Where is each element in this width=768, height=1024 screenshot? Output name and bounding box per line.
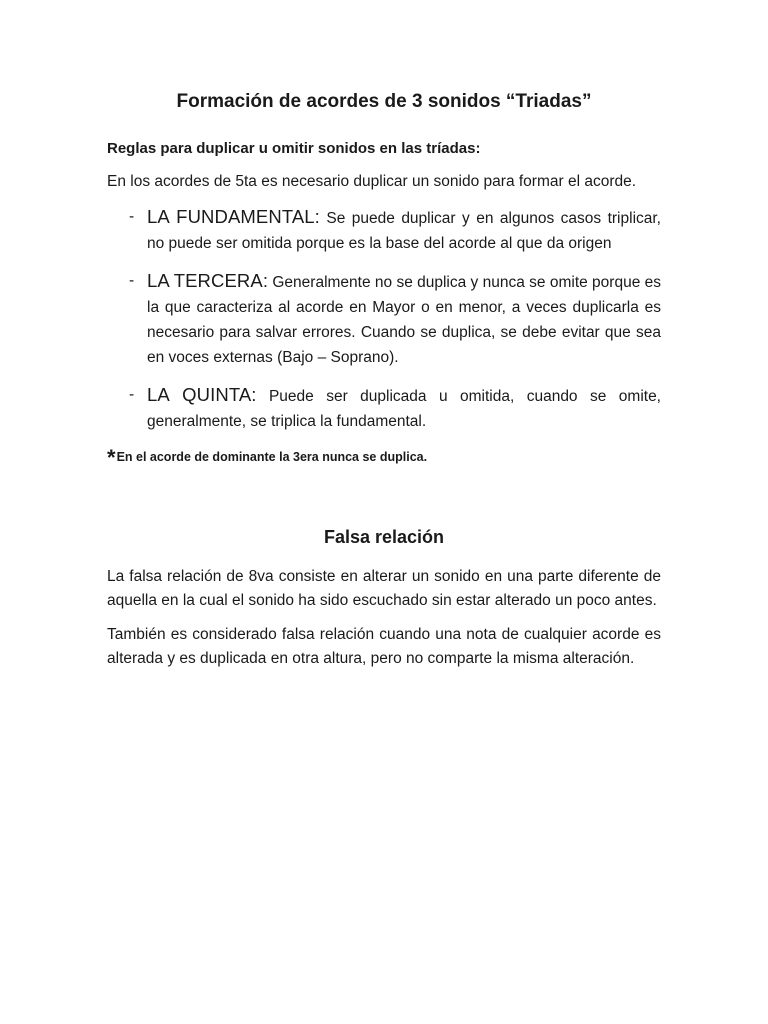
text-quinta: Puede ser duplicada u omitida, cuando se omite, generalmente, se triplica la fundamental. — [147, 388, 661, 430]
text-tercera: Generalmente no se duplica y nunca se omite porque es la que caracteriza al acorde en Mayor o en menor, a veces duplicarla es necesario para salvar errores. Cuando se duplica, se debe evitar que sea en voces externas (Bajo – Soprano). — [147, 274, 661, 366]
list-item-fundamental — [107, 204, 661, 256]
list-dash: - — [129, 208, 135, 225]
rules-list — [107, 204, 661, 434]
section-paragraph-1: La falsa relación de 8va consiste en alterar un sonido en una parte diferente de aquella en la cual el sonido ha sido escuchado sin estar alterado un poco antes. — [107, 568, 661, 609]
section-title: Falsa relación — [323, 527, 445, 547]
list-item-quinta — [107, 382, 661, 434]
list-dash: - — [129, 272, 135, 289]
dominant-note — [107, 446, 661, 469]
section-paragraph-2: También es considerado falsa relación cuando una nota de cualquier acorde es alterada y es duplicada en otra altura, pero no comparte la misma alteración. — [107, 626, 661, 667]
term-fundamental: LA FUNDAMENTAL: — [147, 206, 320, 227]
term-tercera: LA TERCERA: — [147, 270, 269, 291]
list-item-tercera — [107, 268, 661, 370]
page-title: Formación de acordes de 3 sonidos “Triadas” — [176, 91, 592, 112]
intro-paragraph: En los acordes de 5ta es necesario duplicar un sonido para formar el acorde. — [107, 173, 637, 190]
rules-heading: Reglas para duplicar u omitir sonidos en las tríadas: — [107, 140, 481, 157]
dominant-note-text: En el acorde de dominante la 3era nunca se duplica. — [116, 450, 428, 464]
text-fundamental: Se puede duplicar y en algunos casos triplicar, no puede ser omitida porque es la base del acorde al que da origen — [147, 210, 661, 252]
list-dash: - — [129, 386, 135, 403]
term-quinta: LA QUINTA: — [147, 384, 257, 405]
asterisk-icon: * — [107, 445, 116, 470]
